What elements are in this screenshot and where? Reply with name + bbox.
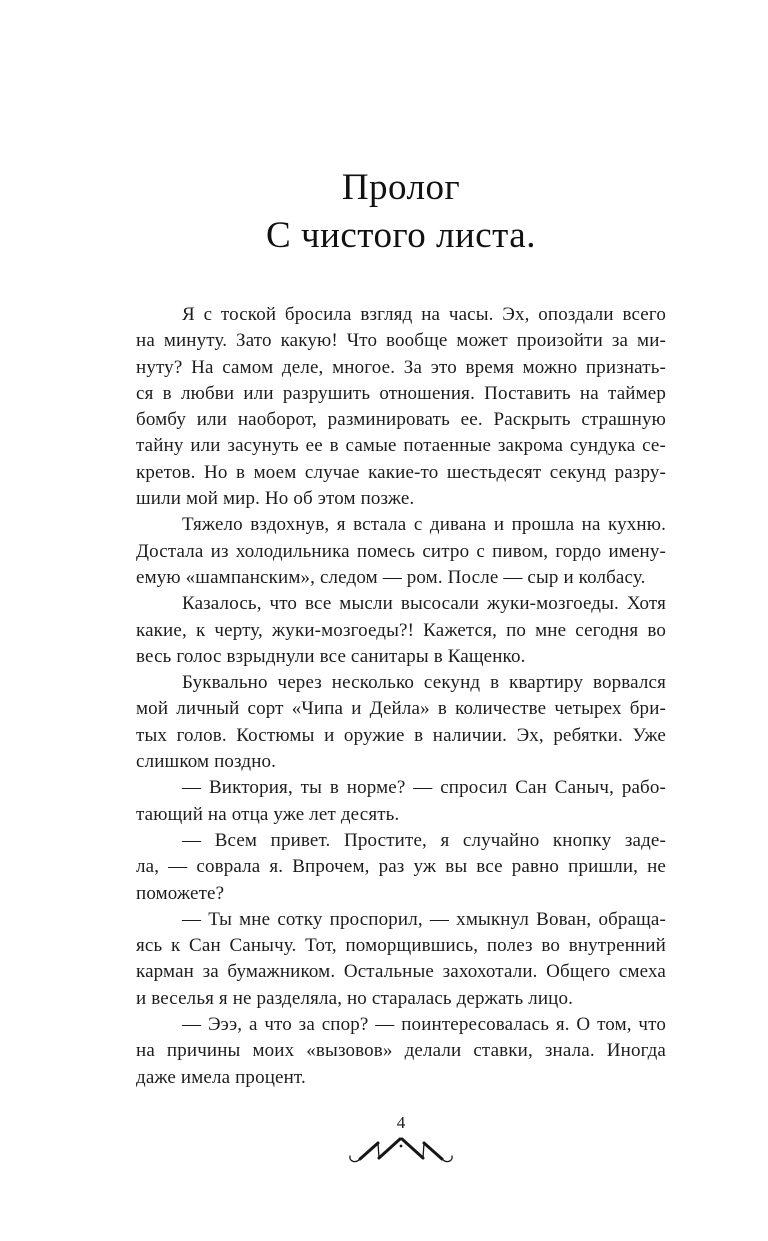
page-number: 4 (396, 1113, 406, 1132)
text-line: ся в любви или разрушить отношения. Поставить на таймер (136, 382, 666, 404)
text-line: карман за бумажником. Остальные захохотали. Общего смеха (136, 961, 666, 983)
text-line: — Виктория, ты в норме? — спросил Сан Саныч, рабо- (182, 777, 666, 799)
text-line: Достала из холодильника помесь ситро с пивом, гордо имену- (136, 540, 666, 562)
text-line: емую «шампанским», следом — ром. После — сыр и колбасу. (136, 566, 646, 588)
text-line: ла, — соврала я. Впрочем, раз уж вы все равно пришли, не (136, 856, 666, 878)
text-line: — Ты мне сотку проспорил, — хмыкнул Вован, обраща- (182, 908, 666, 930)
text-line: кретов. Но в моем случае какие-то шестьдесят секунд разру- (136, 461, 666, 483)
text-line: Тяжело вздохнув, я встала с дивана и прошла на кухню. (182, 514, 666, 536)
text-column (136, 0, 666, 1091)
text-line: мой личный сорт «Чипа и Дейла» в количестве четырех бри- (136, 698, 666, 720)
body-text (136, 302, 666, 1091)
text-line: весь голос взрыднули все санитары в Кащенко. (136, 645, 526, 667)
text-line: тающий на отца уже лет десять. (136, 803, 400, 825)
text-line: тых голов. Костюмы и оружие в наличии. Эх, ребятки. Уже (136, 724, 666, 746)
text-line: и веселья я не разделяла, но старалась держать лицо. (136, 987, 574, 1009)
calligraphic-flourish-icon (136, 1135, 666, 1167)
text-line: бомбу или наоборот, разминировать ее. Раскрыть страшную (136, 409, 666, 431)
text-line: нуту? На самом деле, многое. За это время можно признать- (136, 356, 666, 378)
text-line: Буквально через несколько секунд в квартиру ворвался (182, 672, 666, 694)
text-line: даже имела процент. (136, 1066, 306, 1088)
chapter-title (136, 164, 666, 260)
page-footer (136, 1112, 666, 1167)
chapter-title-line1: Пролог (341, 167, 461, 208)
text-line: — Всем привет. Простите, я случайно кнопку заде- (182, 829, 666, 851)
text-line: какие, к черту, жуки-мозгоеды?! Кажется, по мне сегодня во (136, 619, 666, 641)
text-line: тайну или засунуть ее в самые потаенные закрома сундука се- (136, 435, 666, 457)
chapter-title-line2: С чистого листа. (266, 215, 536, 256)
text-line: шили мой мир. Но об этом позже. (136, 488, 415, 510)
text-line: Я с тоской бросила взгляд на часы. Эх, опоздали всего (182, 304, 666, 325)
text-line: слишком поздно. (136, 751, 277, 773)
text-line: на причины моих «вызовов» делали ставки, знала. Иногда (136, 1040, 666, 1062)
text-line: — Эээ, а что за спор? — поинтересовалась я. О том, что (182, 1014, 666, 1036)
text-line: на минуту. Зато какую! Что вообще может произойти за ми- (136, 330, 666, 352)
text-line: Казалось, что все мысли высосали жуки-мозгоеды. Хотя (182, 593, 666, 615)
text-line: поможете? (136, 882, 225, 904)
text-line: ясь к Сан Санычу. Тот, поморщившись, полез во внутренний (136, 935, 666, 957)
